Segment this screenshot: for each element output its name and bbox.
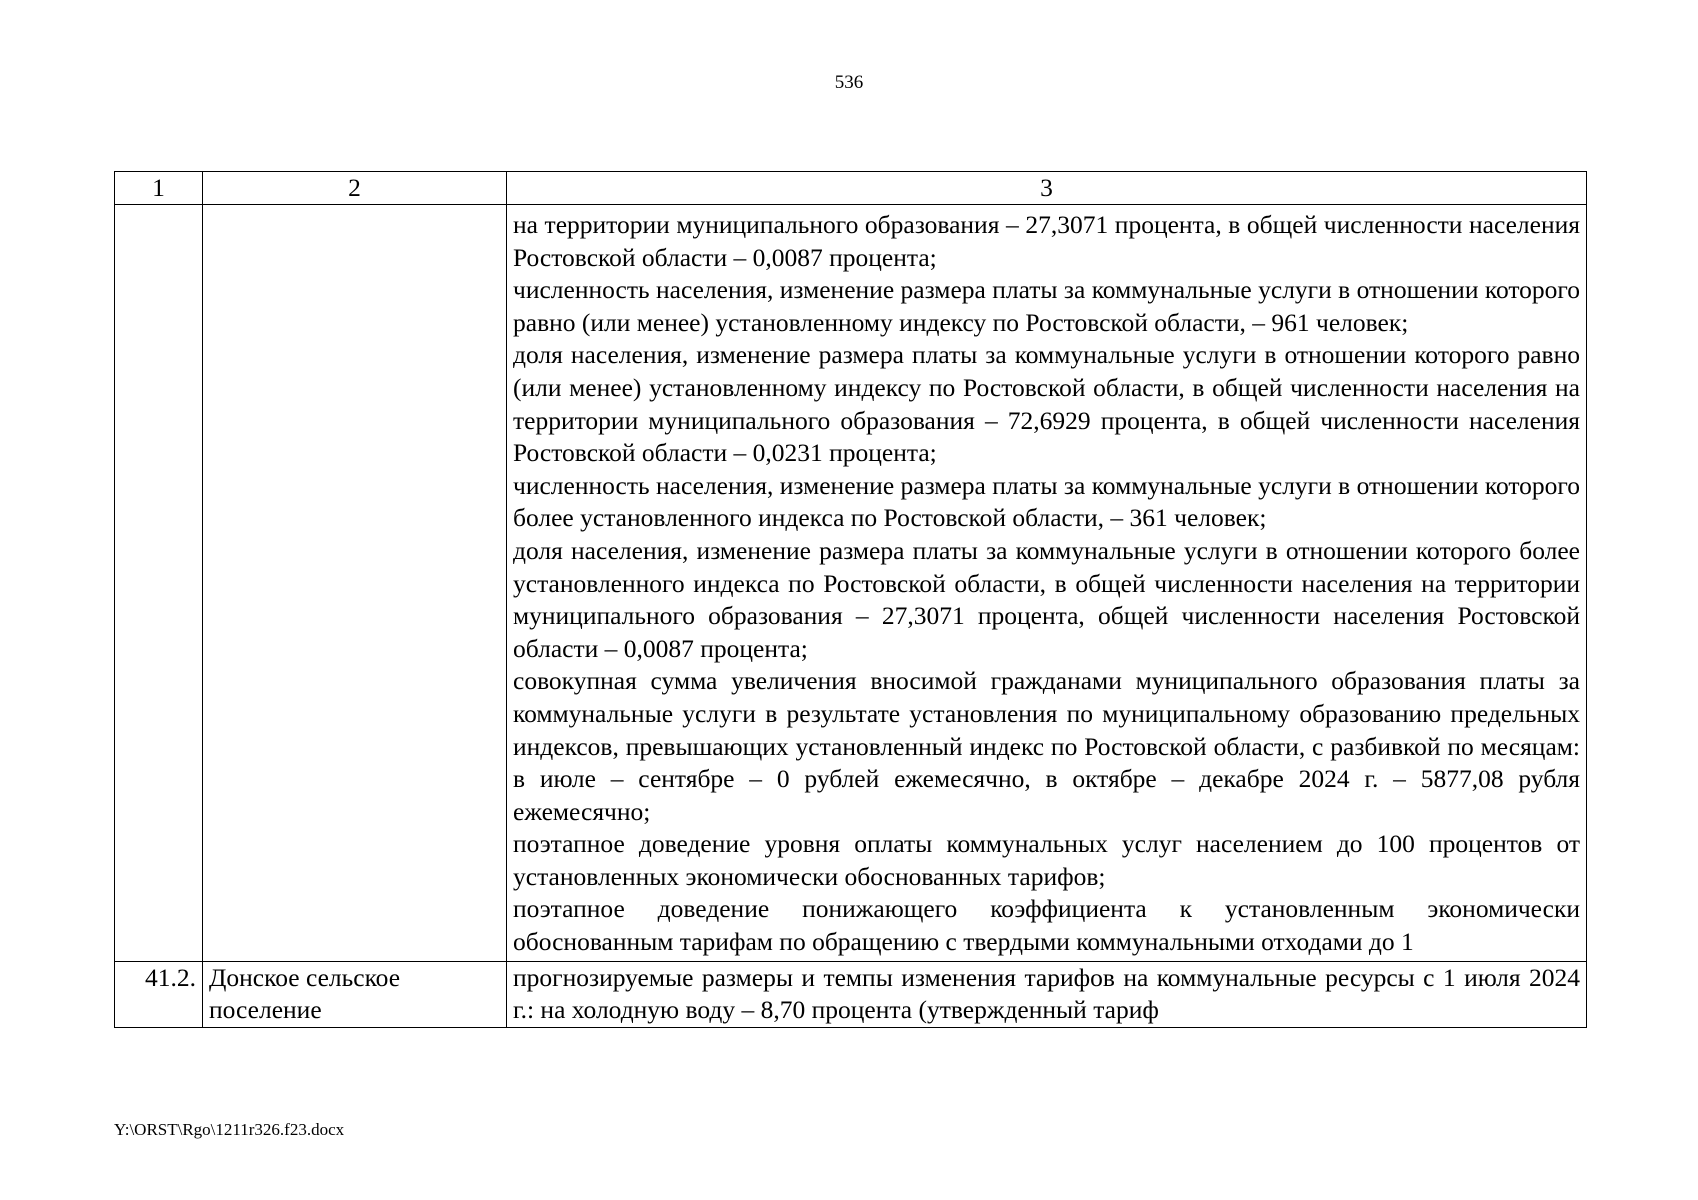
paragraph: численность населения, изменение размера платы за коммунальные услуги в отношении которого равно (или менее) установленному индексу по Ростовской области, – 961 человек; (513, 275, 1580, 337)
municipality-cell: Донское сельское поселение (203, 961, 507, 1027)
header-col-3: 3 (507, 172, 1587, 205)
row-number-cell (115, 205, 203, 962)
table-row (115, 205, 1587, 962)
paragraph: численность населения, изменение размера платы за коммунальные услуги в отношении которого более установленного индекса по Ростовской области, – 361 человек; (513, 470, 1580, 533)
header-col-1: 1 (115, 172, 203, 205)
paragraph: доля населения, изменение размера платы за коммунальные услуги в отношении которого более установленного индекса по Ростовской области, в общей численности населения на территории муниципального образования – 27,3071 процента, общей численности населения Ростовской области – 0,0087 процента; (513, 535, 1580, 663)
description-cell (507, 205, 1587, 962)
table-header-row (115, 172, 1587, 205)
paragraph: совокупная сумма увеличения вносимой гражданами муниципального образования платы за коммунальные услуги в результате установления по муниципальному образованию предельных индексов, превышающих установленный индекс по Ростовской области, с разбивкой по месяцам: в июле – сентябре – 0 рублей ежемесячно, в октябре – декабре 2024 г. – 5877,08 рубля ежемесячно; (513, 666, 1580, 826)
paragraph: поэтапное доведение понижающего коэффициента к установленным экономически обоснованным тарифам по обращению с твердыми коммунальными отходами до 1 (513, 894, 1580, 957)
paragraph: доля населения, изменение размера платы за коммунальные услуги в отношении которого равно (или менее) установленному индексу по Ростовской области, в общей численности населения на территории муниципального образования – 72,6929 процента, в общей численности населения Ростовской области – 0,0231 процента; (513, 340, 1580, 468)
page-number: 536 (834, 72, 864, 93)
document-table (114, 171, 1587, 1028)
paragraph: поэтапное доведение уровня оплаты коммунальных услуг населением до 100 процентов от установленных экономически обоснованных тарифов; (513, 829, 1580, 891)
paragraph: на территории муниципального образования – 27,3071 процента, в общей численности населения Ростовской области – 0,0087 процента; (513, 210, 1580, 272)
table-row (115, 961, 1587, 1027)
file-path-footer: Y:\ORST\Rgo\1211r326.f23.docx (114, 1120, 345, 1139)
municipality-cell (203, 205, 507, 962)
description-cell: прогнозируемые размеры и темпы изменения тарифов на коммунальные ресурсы с 1 июля 2024 г.: на холодную воду – 8,70 процента (утвержденный тариф (507, 961, 1587, 1027)
row-number-cell: 41.2. (115, 961, 203, 1027)
header-col-2: 2 (203, 172, 507, 205)
